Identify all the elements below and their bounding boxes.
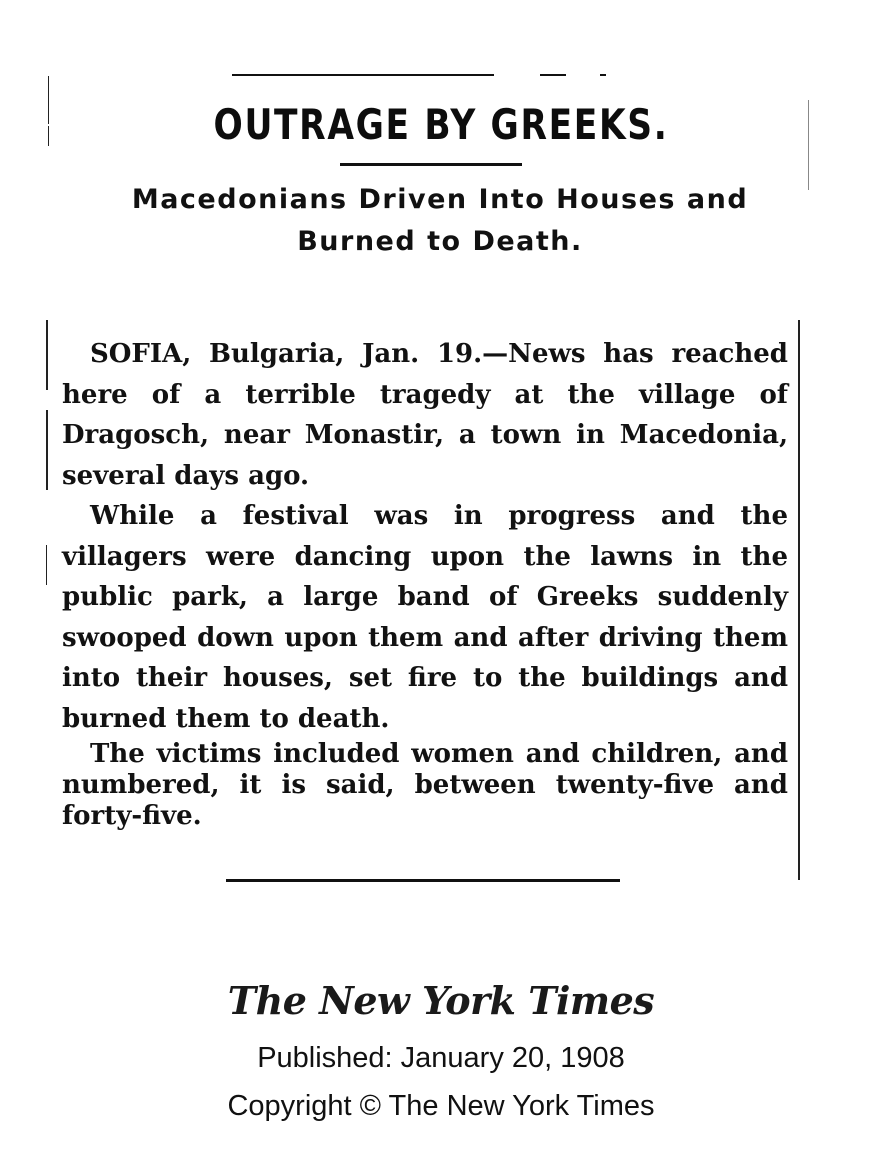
nyt-masthead-logo: The New York Times bbox=[227, 978, 655, 1023]
left-column-rule bbox=[48, 126, 49, 146]
right-column-rule bbox=[798, 320, 800, 880]
top-rule-fragment bbox=[600, 74, 606, 76]
published-date: Published: January 20, 1908 bbox=[257, 1042, 625, 1074]
copyright-notice: Copyright © The New York Times bbox=[227, 1090, 655, 1122]
headline-divider bbox=[340, 163, 522, 166]
top-rule bbox=[232, 74, 494, 76]
left-column-rule bbox=[46, 545, 47, 585]
left-column-rule bbox=[48, 76, 49, 124]
paragraph-festival: While a festival was in progress and the villagers were dancing upon the lawns in the public park, a large band of Greeks suddenly swooped down upon them and after driving them into their houses, set fire to the buildings and burned them to death. bbox=[62, 501, 788, 734]
article-body bbox=[62, 334, 788, 832]
left-column-rule bbox=[46, 410, 48, 490]
headline: OUTRAGE BY GREEKS. bbox=[213, 100, 669, 149]
subheadline-line-2: Burned to Death. bbox=[297, 226, 583, 257]
paragraph-dateline: SOFIA, Bulgaria, Jan. 19.—News has reached here of a terrible tragedy at the village of Dragosch, near Monastir, a town in Macedonia, several days ago. bbox=[62, 339, 788, 491]
right-column-rule bbox=[808, 100, 809, 190]
left-column-rule bbox=[46, 320, 48, 390]
subheadline-line-1: Macedonians Driven Into Houses and bbox=[131, 184, 749, 215]
paragraph-victims: The victims included women and children, and numbered, it is said, between twenty-five and forty-five. bbox=[62, 739, 788, 831]
bottom-rule bbox=[226, 879, 620, 882]
top-rule-fragment bbox=[540, 74, 566, 76]
